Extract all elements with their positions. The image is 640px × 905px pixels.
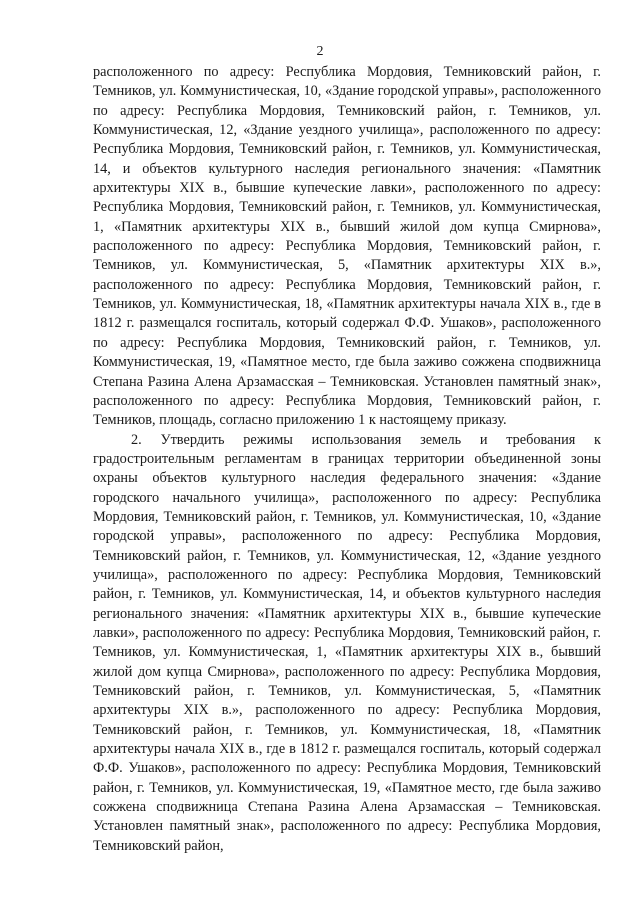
document-body (93, 63, 601, 856)
paragraph-continuation: расположенного по адресу: Республика Мордовия, Темниковский район, г. Темников, ул. Коммунистическая, 10, «Здание городской управы», расположенного по адресу: Республика Мордовия, Темниковский район, г. Темников, ул. Коммунистическая, 12, «Здание уездного училища», расположенного по адресу: Республика Мордовия, Темниковский район, г. Темников, ул. Коммунистическая, 14, и объектов культурного наследия регионального значения: «Памятник архитектуры XIX в., бывшие купеческие лавки», расположенного по адресу: Республика Мордовия, Темниковский район, г. Темников, ул. Коммунистическая, 1, «Памятник архитектуры XIX в., бывший жилой дом купца Смирнова», расположенного по адресу: Республика Мордовия, Темниковский район, г. Темников, ул. Коммунистическая, 5, «Памятник архитектуры XIX в.», расположенного по адресу: Республика Мордовия, Темниковский район, г. Темников, ул. Коммунистическая, 18, «Памятник архитектуры начала XIX в., где в 1812 г. размещался госпиталь, который содержал Ф.Ф. Ушаков», расположенного по адресу: Республика Мордовия, Темниковский район, г. Темников, ул. Коммунистическая, 19, «Памятное место, где была заживо сожжена сподвижница Степана Разина Алена Арзамасская – Темниковская. Установлен памятный знак», расположенного по адресу: Республика Мордовия, Темниковский район, г. Темников, площадь, согласно приложению 1 к настоящему приказу. (93, 64, 601, 429)
paragraph-item-2: 2. Утвердить режимы использования земель и требования к градостроительным регламентам в границах территории объединенной зоны охраны объектов культурного наследия федерального значения: «Здание городского начального училища», расположенного по адресу: Республика Мордовия, Темниковский район, г. Темников, ул. Коммунистическая, 10, «Здание городской управы», расположенного по адресу: Республика Мордовия, Темниковский район, г. Темников, ул. Коммунистическая, 12, «Здание уездного училища», расположенного по адресу: Республика Мордовия, Темниковский район, г. Темников, ул. Коммунистическая, 14, и объектов культурного наследия регионального значения: «Памятник архитектуры XIX в., бывшие купеческие лавки», расположенного по адресу: Республика Мордовия, Темниковский район, г. Темников, ул. Коммунистическая, 1, «Памятник архитектуры XIX в., бывший жилой дом купца Смирнова», расположенного по адресу: Республика Мордовия, Темниковский район, г. Темников, ул. Коммунистическая, 5, «Памятник архитектуры XIX в.», расположенного по адресу: Республика Мордовия, Темниковский район, г. Темников, ул. Коммунистическая, 18, «Памятник архитектуры начала XIX в., где в 1812 г. размещался госпиталь, который содержал Ф.Ф. Ушаков», расположенного по адресу: Республика Мордовия, Темниковский район, г. Темников, ул. Коммунистическая, 19, «Памятное место, где была заживо сожжена сподвижница Степана Разина Алена Арзамасская – Темниковская. Установлен памятный знак», расположенного по адресу: Республика Мордовия, Темниковский район, (93, 431, 601, 854)
page-number: 2 (316, 44, 324, 59)
